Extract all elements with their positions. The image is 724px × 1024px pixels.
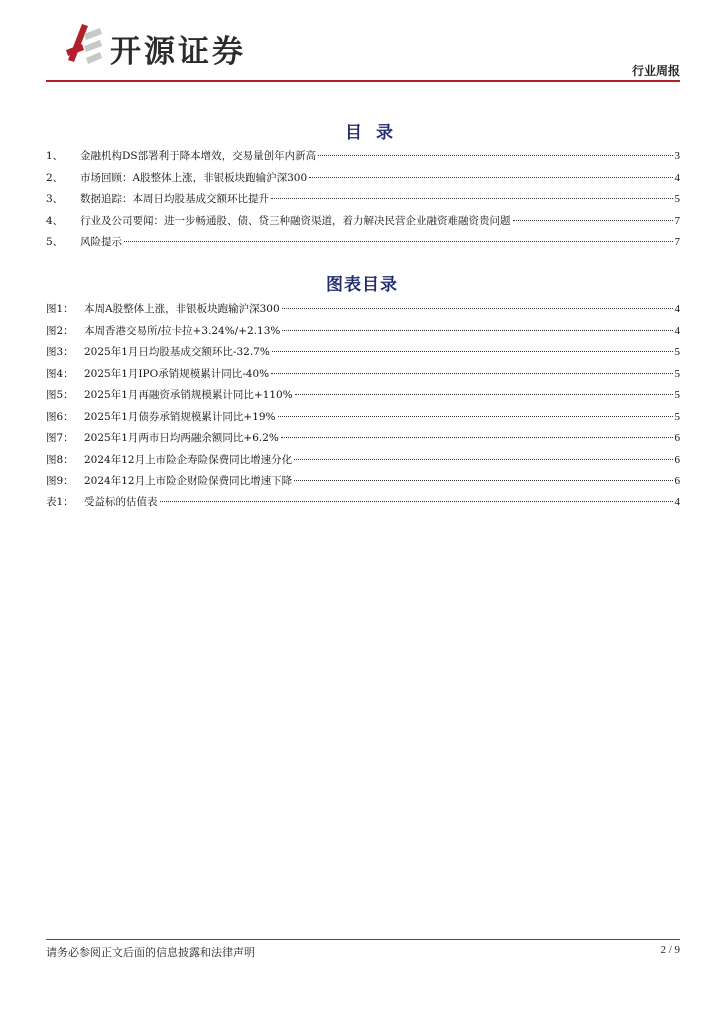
header-divider	[46, 80, 680, 82]
figure-item-number: 图2：	[46, 324, 74, 337]
figure-item-text: 本周A股整体上涨，非银板块跑输沪深300	[84, 303, 280, 315]
figure-item-number: 图1：	[46, 303, 74, 315]
toc-item-number: 3、	[46, 193, 64, 205]
figure-item[interactable]	[46, 323, 680, 345]
figure-item-page: 6	[674, 453, 680, 466]
table-item-text: 受益标的估值表	[84, 496, 158, 508]
figure-item[interactable]	[46, 387, 680, 409]
table-item-page: 4	[674, 496, 680, 508]
figure-item-number: 图7：	[46, 432, 74, 444]
toc-title: 目录	[345, 123, 407, 143]
figure-item-text: 2025年1月债券承销规模累计同比+19%	[84, 410, 276, 423]
dot-leader	[295, 394, 673, 395]
dot-leader	[318, 155, 672, 156]
figure-item[interactable]	[46, 430, 680, 452]
figure-item[interactable]	[46, 344, 680, 366]
figure-item-text: 2024年12月上市险企寿险保费同比增速分化	[84, 453, 293, 466]
company-logo	[62, 20, 282, 70]
toc-item[interactable]	[46, 170, 680, 192]
footer-divider	[46, 939, 680, 940]
toc-item-number: 2、	[46, 171, 64, 184]
toc-item-page: 3	[674, 150, 680, 162]
dot-leader	[124, 241, 673, 242]
figure-item[interactable]	[46, 366, 680, 388]
toc-item-number: 1、	[46, 150, 64, 162]
figure-item-number: 图5：	[46, 389, 74, 401]
toc-item-page: 7	[674, 236, 680, 248]
dot-leader	[272, 351, 673, 352]
toc-item[interactable]	[46, 234, 680, 256]
toc-item-text: 风险提示	[80, 236, 122, 248]
figure-item-page: 5	[674, 346, 680, 358]
toc-item-number: 5、	[46, 236, 64, 248]
figure-item-text: 2025年1月再融资承销规模累计同比+110%	[84, 389, 293, 401]
page-indicator: 2 / 9	[660, 944, 680, 956]
dot-leader	[160, 501, 673, 502]
brand-name: 开源证券	[110, 34, 246, 70]
dot-leader	[281, 437, 673, 438]
figure-item-page: 5	[674, 389, 680, 401]
figure-item-text: 2025年1月日均股基成交额环比-32.7%	[84, 346, 270, 358]
dot-leader	[513, 220, 673, 221]
figure-item[interactable]	[46, 409, 680, 431]
figure-item[interactable]	[46, 301, 680, 323]
figure-item-page: 5	[674, 410, 680, 423]
footer-disclaimer: 请务必参阅正文后面的信息披露和法律声明	[46, 946, 255, 959]
figure-item-number: 图9：	[46, 475, 74, 487]
table-list	[46, 494, 680, 516]
figure-item-text: 2025年1月IPO承销规模累计同比-40%	[84, 367, 270, 380]
figure-list	[46, 301, 680, 495]
figure-item-number: 图4：	[46, 367, 74, 380]
toc-item[interactable]	[46, 213, 680, 235]
dot-leader	[309, 177, 672, 178]
figure-item-number: 图6：	[46, 410, 74, 423]
toc-item-page: 5	[674, 193, 680, 205]
dot-leader	[278, 416, 673, 417]
figure-item-page: 4	[674, 324, 680, 337]
toc-item-page: 7	[674, 214, 680, 227]
toc-item-text: 数据追踪：本周日均股基成交额环比提升	[80, 193, 269, 205]
figure-list-title: 图表目录	[326, 275, 398, 295]
figure-item-text: 2025年1月两市日均两融余额同比+6.2%	[84, 432, 279, 444]
toc-item-text: 金融机构DS部署利于降本增效，交易量创年内新高	[80, 150, 317, 162]
figure-item-number: 图3：	[46, 346, 74, 358]
figure-item[interactable]	[46, 452, 680, 474]
toc-list	[46, 148, 680, 256]
toc-item-number: 4、	[46, 214, 64, 227]
dot-leader	[294, 459, 672, 460]
dot-leader	[282, 308, 673, 309]
toc-item-page: 4	[674, 171, 680, 184]
toc-item-text: 市场回顾：A股整体上涨，非银板块跑输沪深300	[80, 171, 308, 184]
figure-item-page: 4	[674, 303, 680, 315]
figure-item-text: 本周香港交易所/拉卡拉+3.24%/+2.13%	[84, 324, 281, 337]
table-item-number: 表1：	[46, 496, 74, 508]
figure-item-number: 图8：	[46, 453, 74, 466]
dot-leader	[282, 330, 672, 331]
toc-item[interactable]	[46, 191, 680, 213]
logo-mark-icon	[62, 20, 106, 66]
figure-item-page: 6	[674, 475, 680, 487]
dot-leader	[271, 198, 673, 199]
dot-leader	[271, 373, 672, 374]
report-type-label: 行业周报	[631, 64, 680, 78]
dot-leader	[294, 480, 672, 481]
toc-item-text: 行业及公司要闻：进一步畅通股、债、贷三种融资渠道，着力解决民营企业融资难融资贵问题	[80, 214, 511, 227]
figure-item[interactable]	[46, 473, 680, 495]
toc-item[interactable]	[46, 148, 680, 170]
figure-item-text: 2024年12月上市险企财险保费同比增速下降	[84, 475, 293, 487]
figure-item-page: 6	[674, 432, 680, 444]
figure-item-page: 5	[674, 367, 680, 380]
table-item[interactable]	[46, 494, 680, 516]
